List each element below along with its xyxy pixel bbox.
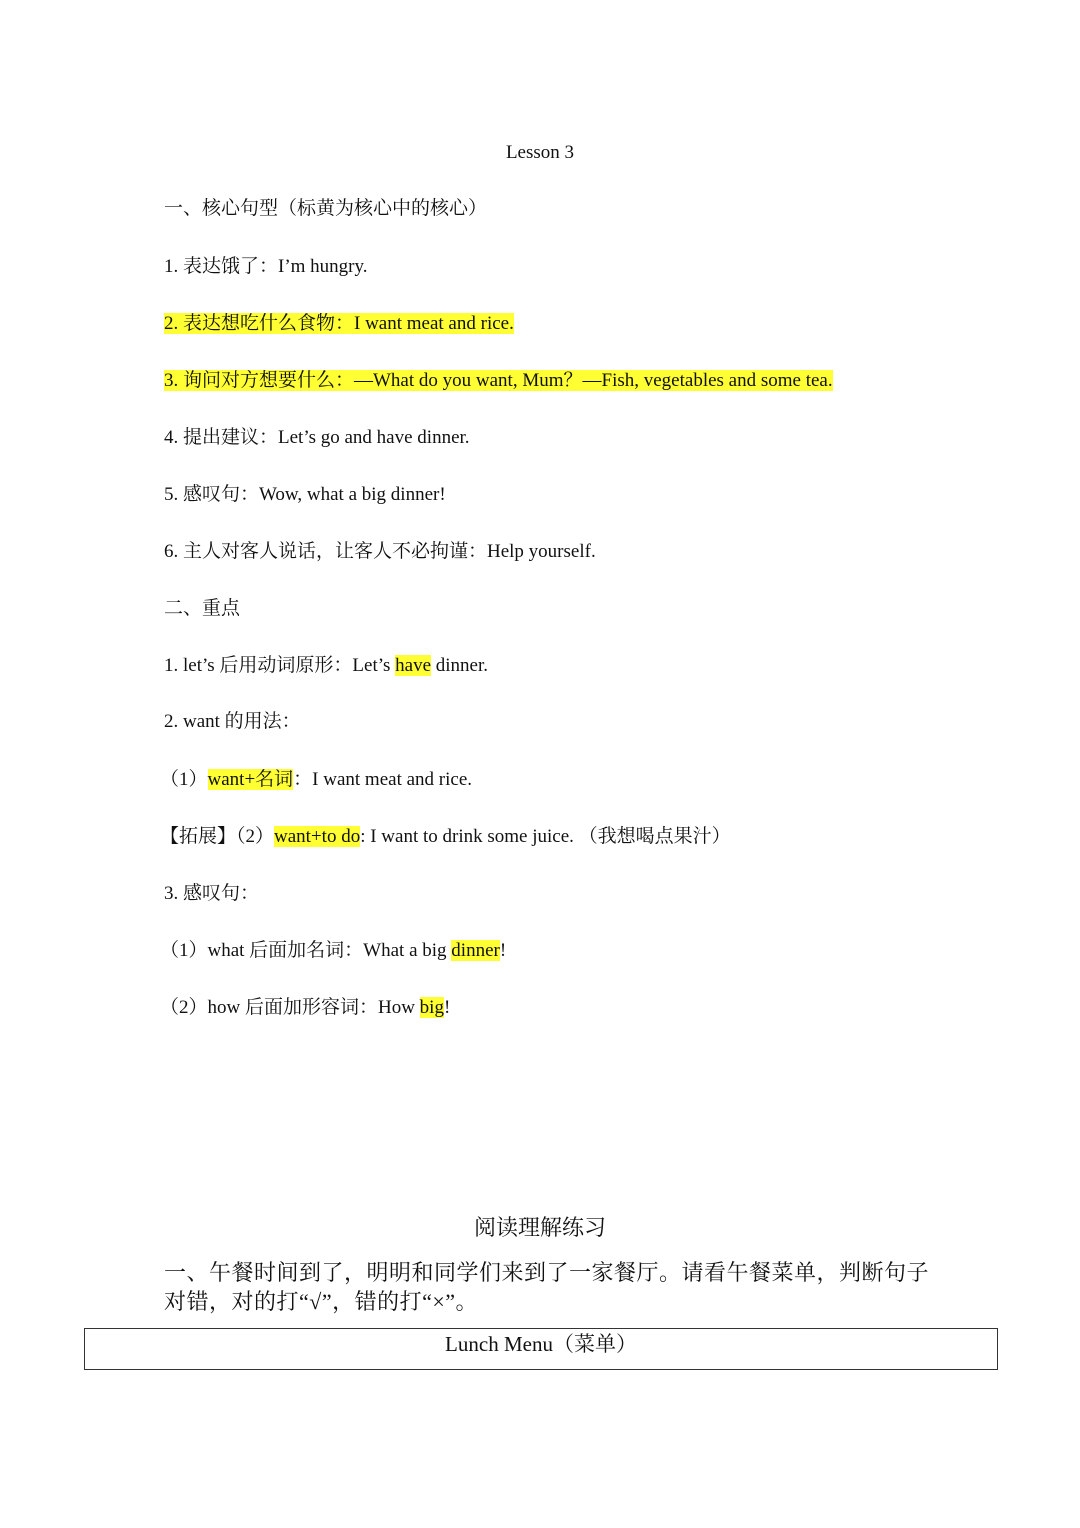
lunch-menu-title: Lunch Menu（菜单） bbox=[445, 1332, 637, 1356]
key-point-3-2-highlight: big bbox=[419, 997, 444, 1018]
key-point-3: 3. 感叹句： bbox=[164, 883, 260, 904]
section2-heading: 二、重点 bbox=[164, 598, 241, 619]
core-item-2-num: 2. bbox=[164, 313, 179, 334]
key-point-3-1-post: ! bbox=[499, 940, 507, 961]
key-point-1 bbox=[164, 654, 488, 678]
key-point-2-2-post: : I want to drink some juice. （我想喝点果汁） bbox=[360, 826, 731, 847]
key-point-3-1-pre: （1）what 后面加名词：What a big bbox=[160, 940, 452, 961]
core-item-6 bbox=[164, 540, 596, 564]
key-point-3-1 bbox=[160, 939, 506, 963]
core-item-5-num: 5. bbox=[164, 484, 179, 505]
key-point-1-highlight: have bbox=[395, 655, 432, 676]
key-point-2-2 bbox=[160, 825, 731, 849]
core-item-5-text: 感叹句：Wow, what a big dinner! bbox=[183, 484, 446, 505]
core-item-4-text: 提出建议：Let’s go and have dinner. bbox=[183, 427, 470, 448]
core-item-3-text: 询问对方想要什么：—What do you want, Mum？—Fish, vegetables and some tea. bbox=[183, 370, 833, 391]
key-point-2-2-pre: 【拓展】（2） bbox=[160, 826, 275, 847]
key-point-3-2-post: ! bbox=[443, 997, 451, 1018]
core-item-2 bbox=[164, 312, 514, 336]
reading-heading: 阅读理解练习 bbox=[473, 1215, 606, 1240]
core-item-3 bbox=[164, 369, 833, 393]
core-item-5 bbox=[164, 483, 446, 507]
key-point-3-2-pre: （2）how 后面加形容词：How bbox=[160, 997, 420, 1018]
core-item-4 bbox=[164, 426, 470, 450]
core-item-2-text: 表达想吃什么食物：I want meat and rice. bbox=[183, 313, 514, 334]
key-point-3-1-highlight: dinner bbox=[451, 940, 500, 961]
key-point-2-1-post: ：I want meat and rice. bbox=[293, 769, 473, 790]
section1-heading: 一、核心句型（标黄为核心中的核心） bbox=[164, 198, 488, 219]
key-point-2-1-pre: （1） bbox=[160, 769, 208, 790]
core-item-1 bbox=[164, 255, 368, 279]
key-point-1-post: dinner. bbox=[431, 655, 489, 676]
key-point-2-1 bbox=[160, 768, 472, 792]
key-point-2-1-highlight: want+名词 bbox=[207, 769, 294, 790]
core-item-1-num: 1. bbox=[164, 256, 179, 277]
core-item-6-text: 主人对客人说话，让客人不必拘谨：Help yourself. bbox=[183, 541, 596, 562]
lesson-title: Lesson 3 bbox=[505, 142, 575, 163]
core-item-3-num: 3. bbox=[164, 370, 179, 391]
core-item-4-num: 4. bbox=[164, 427, 179, 448]
lunch-menu-box bbox=[84, 1328, 998, 1370]
core-item-6-num: 6. bbox=[164, 541, 179, 562]
key-point-1-pre: 1. let’s 后用动词原形：Let’s bbox=[164, 655, 396, 676]
key-point-2-2-highlight: want+to do bbox=[274, 826, 361, 847]
reading-instruction: 一、午餐时间到了，明明和同学们来到了一家餐厅。请看午餐菜单，判断句子对错，对的打“√”，错的打“×”。 bbox=[164, 1260, 930, 1314]
key-point-3-2 bbox=[160, 996, 450, 1020]
key-point-2: 2. want 的用法： bbox=[164, 711, 301, 732]
core-item-1-text: 表达饿了：I’m hungry. bbox=[183, 256, 368, 277]
